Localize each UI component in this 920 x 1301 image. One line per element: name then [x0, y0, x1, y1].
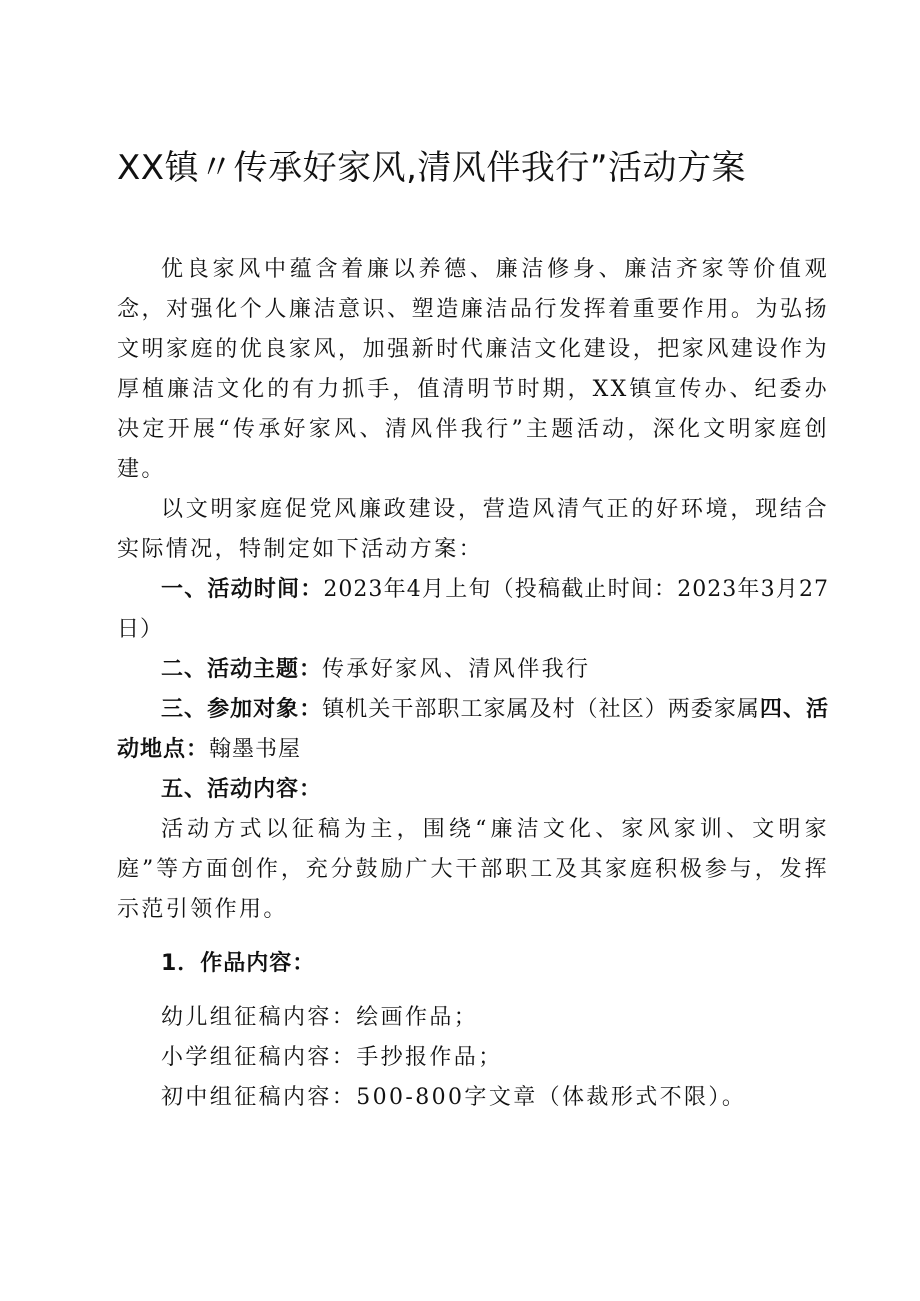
section-participants-location: [117, 690, 829, 770]
intro-paragraph-1: 优良家风中蕴含着廉以养德、廉洁修身、廉洁齐家等价值观念，对强化个人廉洁意识、塑造廉洁品行发挥着重要作用。为弘扬文明家庭的优良家风，加强新时代廉洁文化建设，把家风建设作为厚植廉洁文化的有力抓手，值清明节时期，XX镇宣传办、纪委办决定开展“传承好家风、清风伴我行”主题活动，深化文明家庭创建。: [117, 257, 829, 482]
document-title: XX镇〃传承好家风,清风伴我行”活动方案: [117, 148, 747, 188]
section-content: [117, 770, 829, 810]
section-theme-label: 二、活动主题：: [161, 657, 323, 682]
works-item-junior: 初中组征稿内容：500-800字文章（体裁形式不限）。: [161, 1085, 747, 1110]
section-time-value: 2023年4月上旬（投稿截止时间：2023年3月27日）: [117, 577, 829, 642]
works-item-primary: 小学组征稿内容：手抄报作品；: [161, 1045, 503, 1070]
document-body: [117, 250, 829, 1118]
section-participants-value: 镇机关干部职工家属及村（社区）两委家属: [322, 697, 760, 722]
section-location-label: 四、活动地点：: [117, 697, 829, 762]
section-time-label: 一、活动时间：: [161, 577, 324, 602]
works-list: [117, 998, 829, 1118]
section-content-paragraph: 活动方式以征稿为主，围绕“廉洁文化、家风家训、文明家庭”等方面创作，充分鼓励广大干部职工及其家庭积极参与，发挥示范引领作用。: [117, 817, 829, 922]
intro-paragraph-2: 以文明家庭促党风廉政建设，营造风清气正的好环境，现结合实际情况，特制定如下活动方案：: [117, 497, 829, 562]
section-participants-label: 三、参加对象：: [161, 697, 323, 722]
section-time: [117, 570, 829, 650]
section-theme-value: 传承好家风、清风伴我行: [322, 657, 591, 682]
section-location-value: 翰墨书屋: [209, 737, 302, 762]
works-item-kindergarten: 幼儿组征稿内容：绘画作品；: [161, 1005, 479, 1030]
works-heading: [117, 944, 829, 984]
section-theme: [117, 650, 829, 690]
works-label: 1．作品内容：: [161, 951, 316, 976]
section-content-label: 五、活动内容：: [161, 777, 323, 802]
